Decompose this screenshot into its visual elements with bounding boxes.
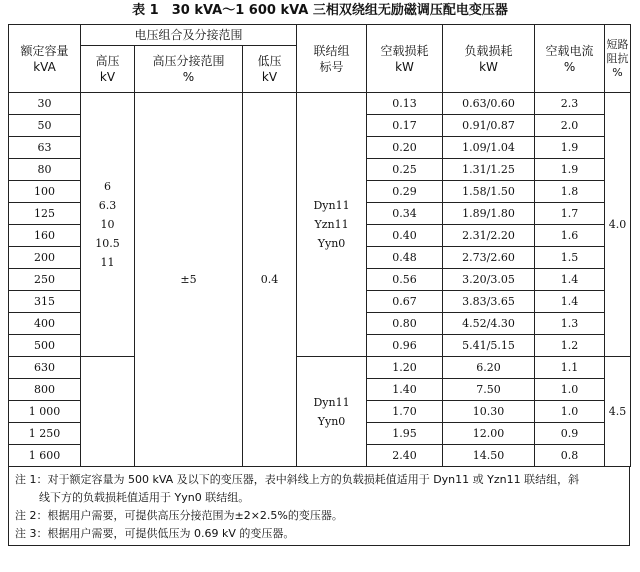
cell-load-loss: 3.20/3.05 bbox=[443, 269, 535, 291]
note-text: 根据用户需要，可提供高压分接范围为±2×2.5%的变压器。 bbox=[47, 509, 343, 522]
cell-no-load-current: 1.4 bbox=[535, 269, 605, 291]
cell-vector-group-b bbox=[297, 357, 367, 467]
cell-capacity: 800 bbox=[9, 379, 81, 401]
cell-load-loss: 10.30 bbox=[443, 401, 535, 423]
header-no-load-current-unit: % bbox=[563, 59, 576, 74]
cell-hv-values-empty bbox=[81, 357, 135, 467]
header-hv-tap-label: 高压分接范围 bbox=[152, 54, 225, 68]
header-no-load-loss-unit: kW bbox=[395, 59, 414, 74]
cell-hv-values bbox=[81, 93, 135, 357]
cell-load-loss: 6.20 bbox=[443, 357, 535, 379]
cell-no-load-loss: 0.13 bbox=[367, 93, 443, 115]
cell-no-load-current: 1.0 bbox=[535, 401, 605, 423]
cell-no-load-loss: 0.17 bbox=[367, 115, 443, 137]
header-vector-group-label: 联结组 bbox=[313, 43, 350, 58]
header-vector-group-label2: 标号 bbox=[319, 59, 344, 74]
cell-no-load-loss: 1.20 bbox=[367, 357, 443, 379]
note-2 bbox=[9, 507, 629, 525]
note-continuation: 线下方的负载损耗值适用于 Yyn0 联结组。 bbox=[39, 491, 250, 504]
cell-capacity: 125 bbox=[9, 203, 81, 225]
note-1 bbox=[9, 471, 629, 507]
cell-no-load-loss: 0.29 bbox=[367, 181, 443, 203]
header-hv-tap bbox=[135, 46, 243, 93]
cell-no-load-current: 0.8 bbox=[535, 445, 605, 467]
cell-no-load-current: 1.9 bbox=[535, 159, 605, 181]
cell-no-load-loss: 0.56 bbox=[367, 269, 443, 291]
cell-load-loss: 1.58/1.50 bbox=[443, 181, 535, 203]
table-header bbox=[9, 25, 631, 93]
cell-no-load-current: 1.7 bbox=[535, 203, 605, 225]
table-notes bbox=[8, 467, 630, 546]
cell-load-loss: 7.50 bbox=[443, 379, 535, 401]
cell-load-loss: 0.91/0.87 bbox=[443, 115, 535, 137]
cell-no-load-current: 1.9 bbox=[535, 137, 605, 159]
header-voltage-group: 电压组合及分接范围 bbox=[81, 25, 297, 46]
header-load-loss bbox=[443, 25, 535, 93]
header-vector-group bbox=[297, 25, 367, 93]
cell-load-loss: 14.50 bbox=[443, 445, 535, 467]
cell-no-load-loss: 0.96 bbox=[367, 335, 443, 357]
cell-load-loss: 4.52/4.30 bbox=[443, 313, 535, 335]
cell-load-loss: 2.73/2.60 bbox=[443, 247, 535, 269]
header-lv-unit: kV bbox=[261, 70, 278, 84]
cell-no-load-loss: 0.80 bbox=[367, 313, 443, 335]
cell-no-load-loss: 0.34 bbox=[367, 203, 443, 225]
cell-no-load-loss: 1.95 bbox=[367, 423, 443, 445]
header-load-loss-label: 负载损耗 bbox=[464, 43, 513, 58]
cell-no-load-current: 1.3 bbox=[535, 313, 605, 335]
cell-capacity: 315 bbox=[9, 291, 81, 313]
hv-value: 11 bbox=[100, 256, 115, 269]
cell-load-loss: 0.63/0.60 bbox=[443, 93, 535, 115]
vector-group-value: Dyn11 bbox=[313, 395, 350, 409]
cell-no-load-current: 1.6 bbox=[535, 225, 605, 247]
header-no-load-loss-label: 空载损耗 bbox=[380, 43, 429, 58]
cell-load-loss: 1.89/1.80 bbox=[443, 203, 535, 225]
cell-capacity: 1 600 bbox=[9, 445, 81, 467]
note-label: 注 2： bbox=[15, 509, 48, 522]
cell-load-loss: 1.09/1.04 bbox=[443, 137, 535, 159]
cell-capacity: 50 bbox=[9, 115, 81, 137]
cell-impedance-b: 4.5 bbox=[605, 357, 631, 467]
cell-no-load-current: 2.3 bbox=[535, 93, 605, 115]
header-hv bbox=[81, 46, 135, 93]
header-rated-capacity-label: 额定容量 bbox=[20, 43, 69, 58]
cell-load-loss: 12.00 bbox=[443, 423, 535, 445]
cell-no-load-current: 0.9 bbox=[535, 423, 605, 445]
cell-capacity: 630 bbox=[9, 357, 81, 379]
cell-capacity: 80 bbox=[9, 159, 81, 181]
header-hv-label: 高压 bbox=[95, 54, 120, 68]
header-no-load-loss bbox=[367, 25, 443, 93]
cell-no-load-current: 1.4 bbox=[535, 291, 605, 313]
vector-group-value: Yyn0 bbox=[317, 237, 346, 250]
vector-group-value: Yyn0 bbox=[317, 414, 346, 428]
cell-no-load-current: 1.2 bbox=[535, 335, 605, 357]
header-hv-unit: kV bbox=[99, 70, 116, 84]
header-rated-capacity-unit: kVA bbox=[33, 59, 56, 74]
cell-no-load-loss: 0.67 bbox=[367, 291, 443, 313]
cell-no-load-loss: 0.25 bbox=[367, 159, 443, 181]
cell-hv-tap: ±5 bbox=[135, 93, 243, 467]
table-row bbox=[9, 93, 631, 115]
transformer-table-wrap bbox=[8, 24, 630, 546]
cell-capacity: 63 bbox=[9, 137, 81, 159]
cell-capacity: 160 bbox=[9, 225, 81, 247]
cell-no-load-loss: 0.40 bbox=[367, 225, 443, 247]
header-short-circuit-label2: 阻抗 bbox=[606, 51, 629, 65]
note-3 bbox=[9, 525, 629, 543]
cell-no-load-loss: 0.48 bbox=[367, 247, 443, 269]
header-no-load-current bbox=[535, 25, 605, 93]
cell-no-load-loss: 1.40 bbox=[367, 379, 443, 401]
hv-value: 6.3 bbox=[98, 199, 117, 212]
transformer-table bbox=[8, 24, 631, 467]
cell-vector-group-a bbox=[297, 93, 367, 357]
cell-lv: 0.4 bbox=[243, 93, 297, 467]
note-label: 注 1： bbox=[15, 473, 48, 486]
cell-no-load-current: 1.0 bbox=[535, 379, 605, 401]
cell-no-load-current: 1.1 bbox=[535, 357, 605, 379]
header-hv-tap-unit: % bbox=[182, 70, 195, 84]
header-no-load-current-label: 空载电流 bbox=[545, 43, 594, 58]
cell-capacity: 30 bbox=[9, 93, 81, 115]
hv-value: 10.5 bbox=[95, 237, 120, 250]
cell-capacity: 1 000 bbox=[9, 401, 81, 423]
cell-no-load-current: 1.5 bbox=[535, 247, 605, 269]
cell-capacity: 500 bbox=[9, 335, 81, 357]
note-text: 根据用户需要，可提供低压为 0.69 kV 的变压器。 bbox=[47, 527, 295, 540]
table-title: 表 1 30 kVA～1 600 kVA 三相双绕组无励磁调压配电变压器 bbox=[132, 3, 508, 18]
cell-no-load-current: 2.0 bbox=[535, 115, 605, 137]
cell-load-loss: 2.31/2.20 bbox=[443, 225, 535, 247]
header-load-loss-unit: kW bbox=[479, 59, 498, 74]
cell-load-loss: 1.31/1.25 bbox=[443, 159, 535, 181]
cell-capacity: 1 250 bbox=[9, 423, 81, 445]
header-short-circuit-label: 短路 bbox=[606, 37, 629, 51]
table-body bbox=[9, 93, 631, 467]
header-short-circuit-unit: % bbox=[612, 65, 623, 79]
header-lv-label: 低压 bbox=[257, 54, 282, 68]
cell-no-load-loss: 0.20 bbox=[367, 137, 443, 159]
note-text: 对于额定容量为 500 kVA 及以下的变压器，表中斜线上方的负载损耗值适用于 Dyn11 或 Yzn11 联结组，斜 bbox=[47, 473, 580, 486]
cell-capacity: 100 bbox=[9, 181, 81, 203]
cell-capacity: 200 bbox=[9, 247, 81, 269]
header-lv bbox=[243, 46, 297, 93]
hv-value: 6 bbox=[104, 180, 111, 193]
cell-capacity: 250 bbox=[9, 269, 81, 291]
vector-group-value: Yzn11 bbox=[314, 218, 349, 231]
header-short-circuit-impedance bbox=[605, 25, 631, 93]
note-label: 注 3： bbox=[15, 527, 48, 540]
cell-no-load-loss: 1.70 bbox=[367, 401, 443, 423]
cell-load-loss: 3.83/3.65 bbox=[443, 291, 535, 313]
header-rated-capacity bbox=[9, 25, 81, 93]
cell-no-load-current: 1.8 bbox=[535, 181, 605, 203]
vector-group-value: Dyn11 bbox=[313, 199, 350, 212]
cell-impedance-a: 4.0 bbox=[605, 93, 631, 357]
hv-value: 10 bbox=[100, 218, 115, 231]
cell-load-loss: 5.41/5.15 bbox=[443, 335, 535, 357]
cell-capacity: 400 bbox=[9, 313, 81, 335]
table-row bbox=[9, 357, 631, 379]
cell-no-load-loss: 2.40 bbox=[367, 445, 443, 467]
